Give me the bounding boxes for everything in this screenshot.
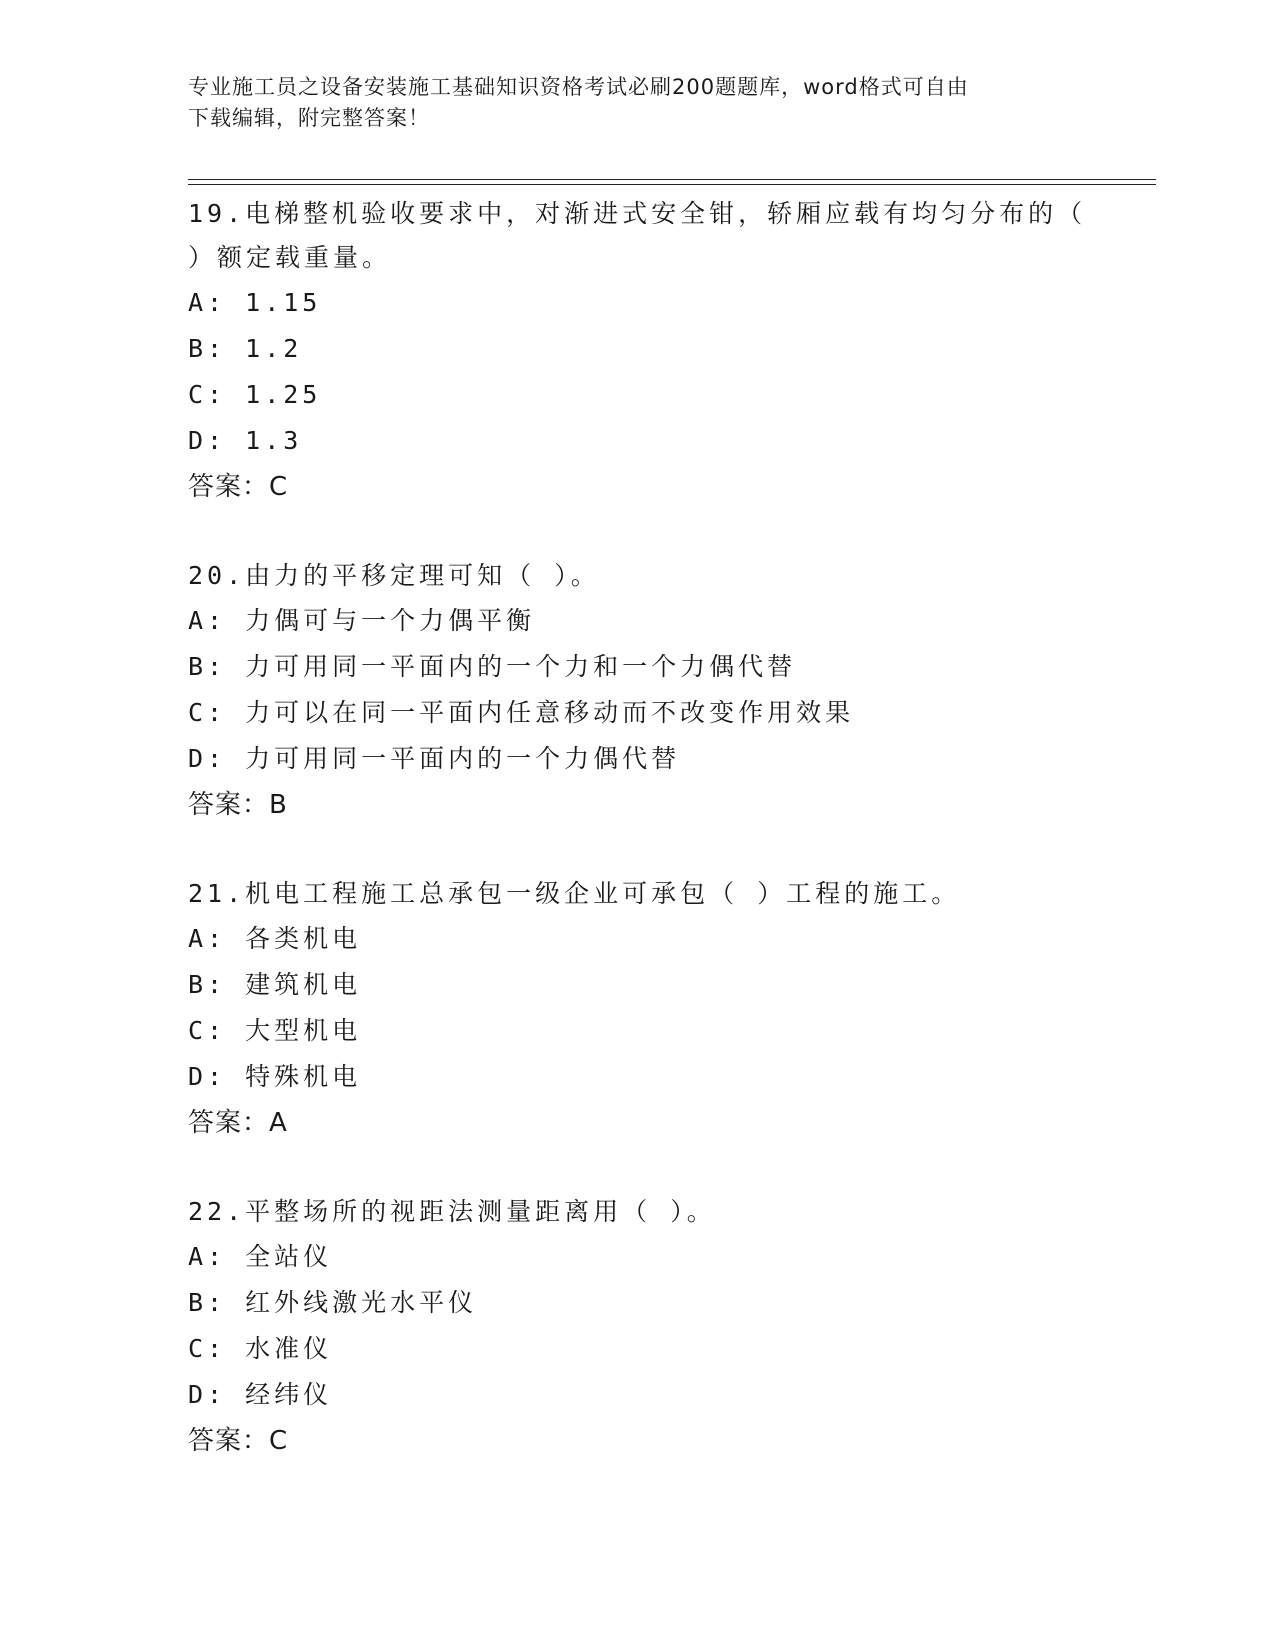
option-c: C: 1.25 bbox=[188, 380, 322, 409]
option-b: B: 红外线激光水平仪 bbox=[188, 1288, 478, 1317]
option-c: C: 大型机电 bbox=[188, 1016, 362, 1045]
option-d: D: 经纬仪 bbox=[188, 1380, 333, 1409]
question-stem bbox=[188, 192, 1088, 280]
question-21 bbox=[188, 872, 1088, 1146]
option-c: C: 水准仪 bbox=[188, 1334, 333, 1363]
option-d: D: 特殊机电 bbox=[188, 1062, 362, 1091]
option-a: A: 力偶可与一个力偶平衡 bbox=[188, 606, 536, 635]
option-d: D: 1.3 bbox=[188, 426, 303, 455]
option-a: A: 1.15 bbox=[188, 288, 322, 317]
option-a: A: 各类机电 bbox=[188, 924, 362, 953]
question-stem-line-1: 19.电梯整机验收要求中，对渐进式安全钳，轿厢应载有均匀分布的（ bbox=[188, 199, 1087, 228]
option-b: B: 1.2 bbox=[188, 334, 303, 363]
question-stem: 20.由力的平移定理可知（ ）。 bbox=[188, 561, 600, 590]
question-22 bbox=[188, 1190, 1088, 1464]
option-b: B: 建筑机电 bbox=[188, 970, 362, 999]
question-19 bbox=[188, 192, 1088, 510]
question-20 bbox=[188, 554, 1088, 828]
document-header bbox=[188, 72, 1088, 134]
answer: 答案：B bbox=[188, 790, 288, 820]
option-b: B: 力可用同一平面内的一个力和一个力偶代替 bbox=[188, 652, 797, 681]
header-divider bbox=[188, 179, 1156, 185]
question-list bbox=[188, 192, 1088, 1508]
question-stem: 21.机电工程施工总承包一级企业可承包（ ）工程的施工。 bbox=[188, 879, 961, 908]
option-d: D: 力可用同一平面内的一个力偶代替 bbox=[188, 744, 681, 773]
option-a: A: 全站仪 bbox=[188, 1242, 333, 1271]
answer: 答案：C bbox=[188, 472, 289, 502]
header-line-1: 专业施工员之设备安装施工基础知识资格考试必刷200题题库，word格式可自由 bbox=[188, 75, 969, 99]
question-stem: 22.平整场所的视距法测量距离用（ ）。 bbox=[188, 1197, 716, 1226]
answer: 答案：A bbox=[188, 1108, 288, 1138]
answer: 答案：C bbox=[188, 1426, 289, 1456]
header-line-2: 下载编辑，附完整答案！ bbox=[188, 106, 430, 130]
option-c: C: 力可以在同一平面内任意移动而不改变作用效果 bbox=[188, 698, 855, 727]
question-stem-line-2: ）额定载重量。 bbox=[188, 243, 392, 272]
